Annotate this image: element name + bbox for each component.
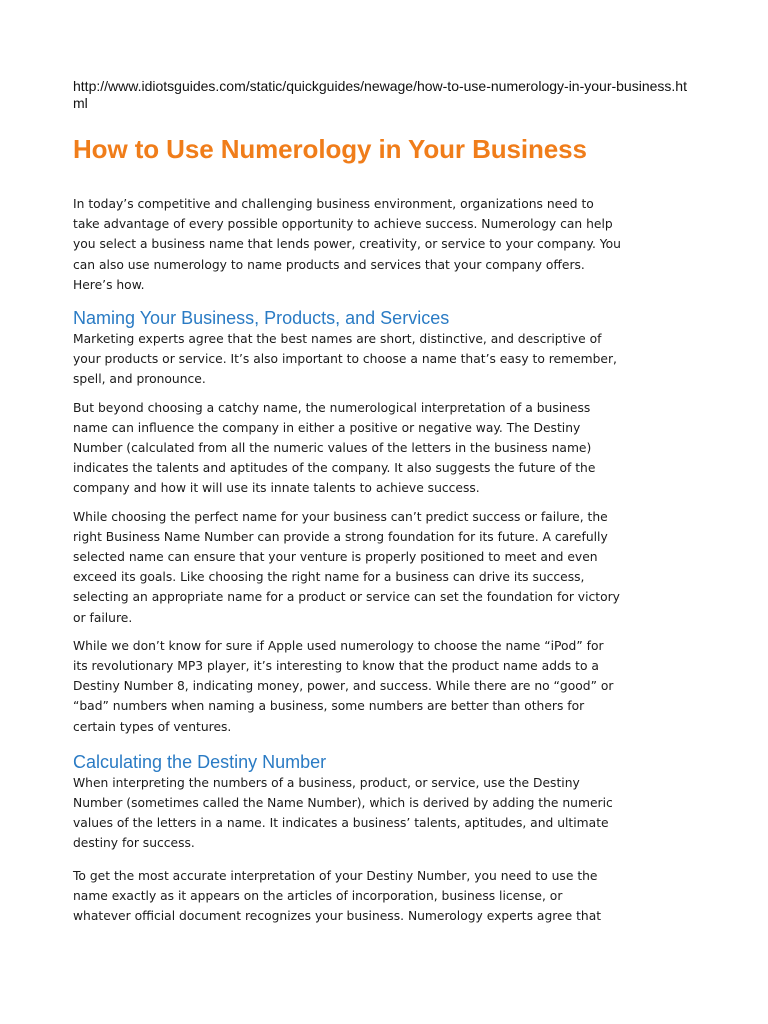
body-paragraph: But beyond choosing a catchy name, the numerological interpretation of a business name can influence the company in either a positive or negative way. The Destiny Number (calculated from all the numeric values of the letters in the business name) indicates the talents and aptitudes of the company. It also suggests the future of the company and how it will use its innate talents to achieve success. (73, 400, 596, 496)
intro-paragraph: In today’s competitive and challenging business environment, organizations need to take advantage of every possible opportunity to achieve success. Numerology can help you select a business name that lends power, creativity, or service to your company. You can also use numerology to name products and services that your company offers. Here’s how. (73, 197, 621, 292)
source-url: http://www.idiotsguides.com/static/quickguides/newage/how-to-use-numerology-in-your-business.html (73, 78, 687, 111)
section-heading-destiny: Calculating the Destiny Number (73, 751, 327, 772)
body-paragraph: Marketing experts agree that the best names are short, distinctive, and descriptive of your products or service. It’s also important to choose a name that’s easy to remember, spell, and pronounce. (73, 332, 617, 387)
page-title: How to Use Numerology in Your Business (73, 134, 587, 164)
body-paragraph: While we don’t know for sure if Apple used numerology to choose the name “iPod” for its revolutionary MP3 player, it’s interesting to know that the product name adds to a Destiny Number 8, indicating money, power, and success. While there are no “good” or “bad” numbers when naming a business, some numbers are better than others for certain types of ventures. (73, 638, 614, 734)
body-paragraph: When interpreting the numbers of a business, product, or service, use the Destiny Number (sometimes called the Name Number), which is derived by adding the numeric values of the letters in a name. It indicates a business’ talents, aptitudes, and ultimate destiny for success. (73, 775, 613, 851)
body-paragraph: While choosing the perfect name for your business can’t predict success or failure, the right Business Name Number can provide a strong foundation for its future. A carefully selected name can ensure that your venture is properly positioned to meet and even exceed its goals. Like choosing the right name for a business can drive its success, selecting an appropriate name for a product or service can set the foundation for victory or failure. (73, 509, 620, 625)
body-paragraph: To get the most accurate interpretation of your Destiny Number, you need to use the name exactly as it appears on the articles of incorporation, business license, or whatever official document recognizes your business. Numerology experts agree that (73, 868, 602, 924)
document-page (73, 78, 693, 926)
section-heading-naming: Naming Your Business, Products, and Services (73, 308, 450, 329)
